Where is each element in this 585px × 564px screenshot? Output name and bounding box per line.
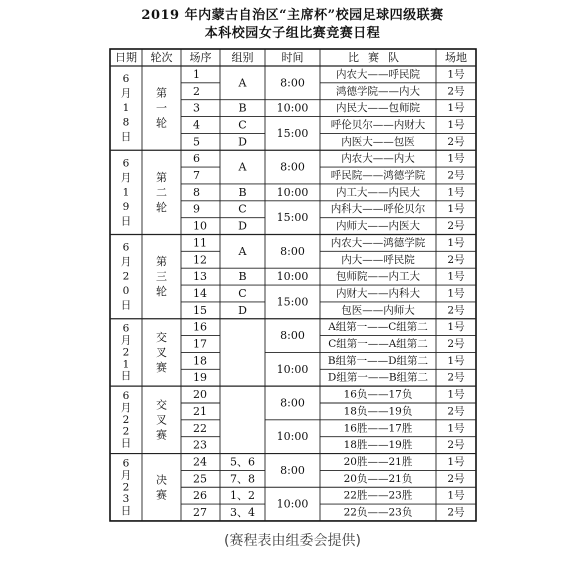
- group-cell: A: [238, 244, 247, 258]
- teams-cell: C组第一——A组第二: [328, 338, 428, 351]
- day-label: 月: [120, 171, 132, 184]
- teams-cell: 内医大——包医: [341, 135, 415, 148]
- time-cell: 10:00: [276, 497, 309, 511]
- time-cell: 15:00: [276, 211, 309, 225]
- teams-cell: B组第一——D组第二: [327, 354, 429, 367]
- match-no-cell: 9: [193, 202, 200, 216]
- field-cell: 2号: [447, 135, 465, 148]
- match-no-cell: 13: [193, 270, 207, 284]
- round-label: 叉: [156, 345, 167, 359]
- group-cell: A: [238, 160, 247, 174]
- field-cell: 1号: [447, 321, 465, 334]
- match-no-cell: 18: [193, 354, 207, 368]
- field-cell: 2号: [447, 220, 465, 233]
- day-label: 6: [122, 241, 130, 254]
- match-no-cell: 2: [193, 84, 200, 98]
- field-cell: 1号: [447, 118, 465, 131]
- field-cell: 1号: [447, 388, 465, 401]
- round-label: 交: [156, 398, 167, 412]
- field-cell: 2号: [447, 304, 465, 317]
- round-label: 赛: [156, 488, 167, 502]
- field-cell: 2号: [447, 253, 465, 266]
- day-label: 0: [122, 285, 130, 298]
- match-no-cell: 21: [193, 404, 207, 418]
- group-cell: C: [238, 202, 247, 216]
- time-cell: 8:00: [280, 329, 305, 343]
- day-label: 日: [120, 131, 132, 144]
- teams-cell: 内工大——内民大: [336, 186, 420, 199]
- teams-cell: 22负——23负: [343, 506, 413, 519]
- day-label: 6: [122, 390, 130, 403]
- field-cell: 1号: [447, 270, 465, 283]
- field-cell: 1号: [447, 422, 465, 435]
- group-cell: 7、8: [230, 472, 255, 486]
- day-label: 8: [122, 116, 130, 129]
- teams-cell: 16胜——17胜: [343, 422, 413, 435]
- match-no-cell: 26: [193, 489, 207, 503]
- match-no-cell: 17: [193, 337, 207, 351]
- field-cell: 2号: [447, 338, 465, 351]
- match-no-cell: 4: [193, 118, 200, 132]
- round-label: 第: [156, 170, 167, 184]
- match-no-cell: 24: [193, 455, 207, 469]
- schedule-title: 2019 年内蒙古自治区“主席杯”校园足球四级联赛: [141, 8, 444, 23]
- teams-cell: 鸿德学院——内大: [336, 85, 420, 98]
- group-cell: 5、6: [230, 455, 255, 469]
- teams-cell: 内大——呼民院: [341, 253, 415, 266]
- time-cell: 10:00: [276, 430, 309, 444]
- match-no-cell: 8: [193, 185, 200, 199]
- field-cell: 1号: [447, 186, 465, 199]
- match-no-cell: 14: [193, 286, 207, 300]
- match-no-cell: 11: [193, 236, 207, 250]
- day-label: 2: [122, 481, 130, 494]
- match-no-cell: 6: [193, 152, 200, 166]
- day-label: 1: [122, 102, 130, 115]
- day-label: 2: [122, 346, 130, 359]
- time-cell: 10:00: [276, 185, 309, 199]
- teams-cell: 内农大——内大: [341, 152, 415, 165]
- time-cell: 15:00: [276, 295, 309, 309]
- group-cell: D: [238, 303, 247, 317]
- teams-cell: A组第一——C组第二: [328, 321, 428, 334]
- day-label: 3: [122, 493, 130, 506]
- day-label: 1: [122, 358, 130, 371]
- group-cell: B: [238, 270, 247, 284]
- field-cell: 2号: [447, 169, 465, 182]
- match-no-cell: 19: [193, 371, 207, 385]
- teams-cell: 包师院——内工大: [336, 270, 420, 283]
- group-cell: C: [238, 118, 247, 132]
- match-no-cell: 23: [193, 438, 207, 452]
- match-no-cell: 16: [193, 320, 207, 334]
- match-no-cell: 10: [193, 219, 207, 233]
- teams-cell: 内农大——呼民院: [336, 68, 420, 81]
- day-label: 月: [120, 256, 132, 269]
- day-label: 月: [120, 87, 132, 100]
- time-cell: 8:00: [280, 463, 305, 477]
- day-label: 6: [122, 157, 130, 170]
- match-no-cell: 7: [193, 169, 200, 183]
- time-cell: 10:00: [276, 101, 309, 115]
- field-cell: 1号: [447, 102, 465, 115]
- day-label: 2: [122, 413, 130, 426]
- round-label: 一: [156, 101, 167, 115]
- group-cell: C: [238, 286, 247, 300]
- match-no-cell: 5: [193, 135, 200, 149]
- match-no-cell: 1: [193, 67, 200, 81]
- day-label: 月: [120, 401, 132, 414]
- day-label: 日: [120, 370, 132, 383]
- teams-cell: 内农大——鸿德学院: [330, 236, 426, 249]
- day-label: 日: [120, 215, 132, 228]
- teams-cell: 内财大——内科大: [336, 287, 420, 300]
- header-round: 轮次: [150, 51, 173, 64]
- field-cell: 1号: [447, 455, 465, 468]
- teams-cell: 20胜——21胜: [343, 455, 413, 468]
- day-label: 6: [122, 322, 130, 335]
- field-cell: 2号: [447, 371, 465, 384]
- teams-cell: 内师大——内医大: [336, 220, 420, 233]
- day-label: 1: [122, 186, 130, 199]
- field-cell: 2号: [447, 439, 465, 452]
- day-label: 月: [120, 469, 132, 482]
- header-field: 场地: [445, 51, 467, 64]
- field-cell: 2号: [447, 506, 465, 519]
- teams-cell: 22胜——23胜: [343, 489, 413, 502]
- day-label: 日: [120, 437, 132, 450]
- group-cell: 1、2: [230, 489, 255, 503]
- header-time: 时间: [281, 51, 304, 64]
- field-cell: 1号: [447, 152, 465, 165]
- round-label: 赛: [156, 428, 167, 442]
- teams-cell: 包医——内师大: [341, 304, 415, 317]
- field-cell: 1号: [447, 489, 465, 502]
- day-label: 9: [122, 200, 130, 213]
- teams-cell: D组第一——B组第二: [327, 371, 429, 384]
- time-cell: 8:00: [280, 396, 305, 410]
- header-match-no: 场序: [189, 51, 212, 64]
- round-label: 第: [156, 255, 167, 269]
- time-cell: 8:00: [280, 244, 305, 258]
- teams-cell: 18负——19负: [343, 405, 413, 418]
- round-label: 二: [156, 185, 167, 199]
- round-label: 赛: [156, 360, 167, 374]
- round-label: 交: [156, 330, 167, 344]
- teams-cell: 18胜——19胜: [343, 439, 413, 452]
- header-date: 日期: [115, 51, 137, 64]
- field-cell: 2号: [447, 405, 465, 418]
- round-label: 叉: [156, 413, 167, 427]
- group-cell: 3、4: [230, 506, 255, 520]
- round-label: 三: [156, 270, 167, 284]
- header-group: 组别: [231, 51, 254, 64]
- time-cell: 8:00: [280, 76, 305, 90]
- group-cell: B: [238, 185, 247, 199]
- day-label: 6: [122, 457, 130, 470]
- round-label: 轮: [156, 285, 167, 299]
- time-cell: 15:00: [276, 126, 309, 140]
- round-label: 决: [156, 473, 167, 487]
- header-teams: 比赛队: [348, 51, 408, 64]
- field-cell: 1号: [447, 287, 465, 300]
- day-label: 6: [122, 73, 130, 86]
- teams-cell: 呼伦贝尔——内财大: [330, 118, 426, 131]
- day-label: 日: [120, 299, 132, 312]
- match-no-cell: 27: [193, 506, 207, 520]
- field-cell: 1号: [447, 354, 465, 367]
- image-caption: (赛程表由组委会提供): [224, 533, 361, 549]
- teams-cell: 呼民院——鸿德学院: [330, 169, 426, 182]
- group-cell: D: [238, 219, 247, 233]
- day-label: 月: [120, 334, 132, 347]
- teams-cell: 16负——17负: [343, 388, 413, 401]
- match-no-cell: 15: [193, 303, 207, 317]
- day-label: 日: [120, 505, 132, 518]
- field-cell: 2号: [447, 472, 465, 485]
- round-label: 轮: [156, 116, 167, 130]
- match-no-cell: 12: [193, 253, 207, 267]
- field-cell: 1号: [447, 203, 465, 216]
- round-label: 第: [156, 86, 167, 100]
- match-no-cell: 25: [193, 472, 207, 486]
- match-no-cell: 3: [193, 101, 200, 115]
- time-cell: 10:00: [276, 362, 309, 376]
- day-label: 2: [122, 270, 130, 283]
- group-cell: B: [238, 101, 247, 115]
- group-cell: A: [238, 76, 247, 90]
- schedule-subtitle: 本科校园女子组比赛竞赛日程: [204, 26, 381, 41]
- teams-cell: 内科大——呼伦贝尔: [330, 203, 426, 216]
- match-no-cell: 20: [193, 388, 207, 402]
- round-label: 轮: [156, 200, 167, 214]
- field-cell: 1号: [447, 68, 465, 81]
- teams-cell: 内民大——包师院: [336, 102, 420, 115]
- group-cell: D: [238, 135, 247, 149]
- field-cell: 2号: [447, 85, 465, 98]
- field-cell: 1号: [447, 236, 465, 249]
- match-no-cell: 22: [193, 421, 207, 435]
- time-cell: 10:00: [276, 270, 309, 284]
- day-label: 2: [122, 425, 130, 438]
- teams-cell: 20负——21负: [343, 472, 413, 485]
- time-cell: 8:00: [280, 160, 305, 174]
